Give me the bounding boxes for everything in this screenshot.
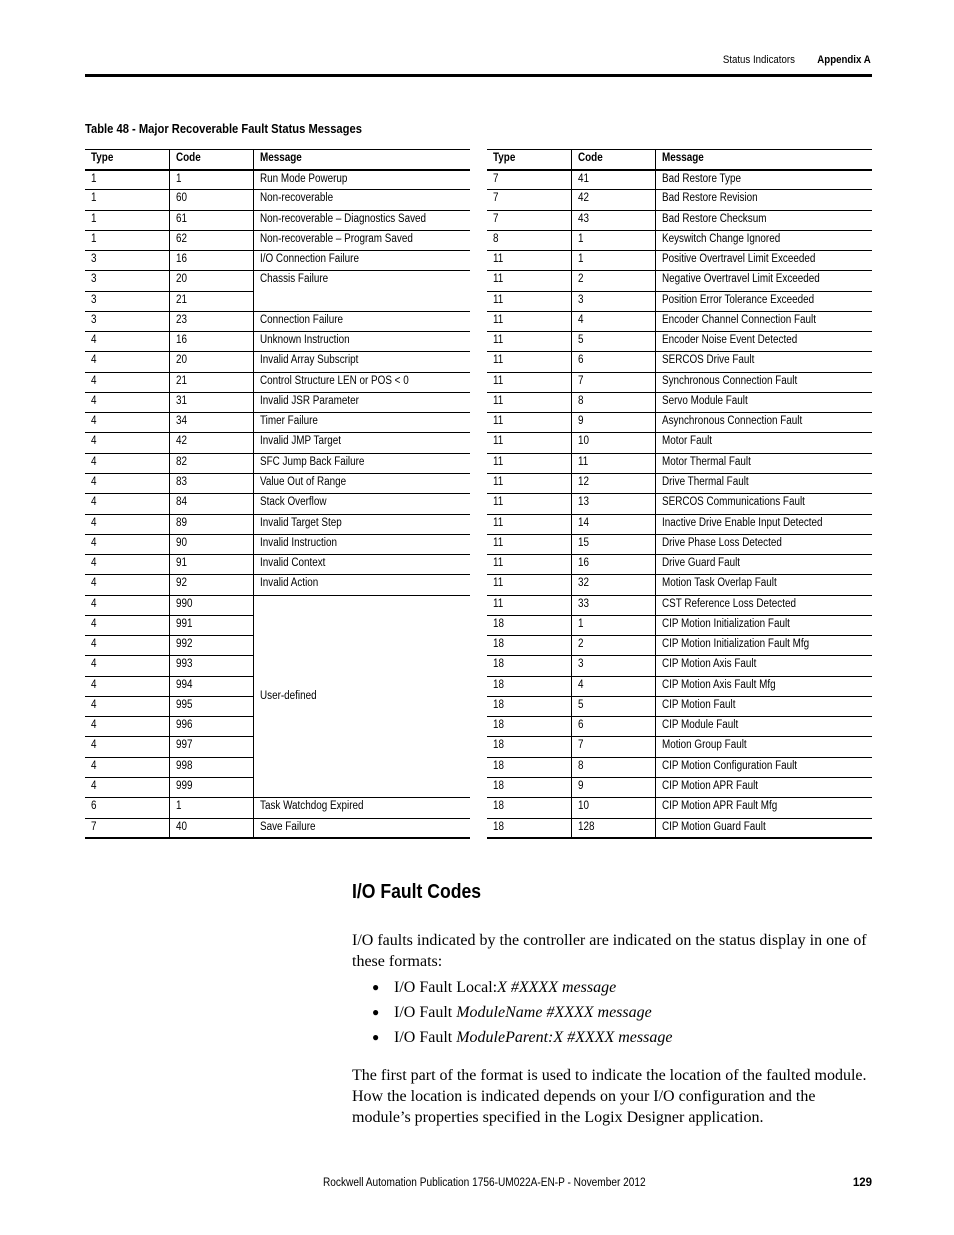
message-cell: CIP Motion Configuration Fault: [655, 757, 872, 777]
fault-table-left: [85, 149, 470, 839]
message-cell: Motor Fault: [655, 433, 872, 453]
table-row: [487, 251, 872, 271]
table-row: [85, 534, 470, 554]
message-cell: Invalid JSR Parameter: [253, 392, 470, 412]
type-cell: 11: [487, 555, 571, 575]
table-row: [487, 615, 872, 635]
code-cell: 41: [571, 170, 655, 190]
code-cell: 83: [169, 473, 253, 493]
message-cell: Asynchronous Connection Fault: [655, 413, 872, 433]
publication-info: Rockwell Automation Publication 1756-UM022A-EN-P - November 2012: [323, 1177, 646, 1189]
message-cell: SFC Jump Back Failure: [253, 453, 470, 473]
table-row: [85, 433, 470, 453]
type-cell: 11: [487, 453, 571, 473]
code-cell: 11: [571, 453, 655, 473]
message-cell: Drive Phase Loss Detected: [655, 534, 872, 554]
table-caption: Table 48 - Major Recoverable Fault Status Messages: [85, 121, 362, 136]
table-row: [85, 514, 470, 534]
message-cell: Invalid Target Step: [253, 514, 470, 534]
type-cell: 4: [85, 392, 169, 412]
type-cell: 11: [487, 494, 571, 514]
type-cell: 4: [85, 656, 169, 676]
message-cell: Invalid Array Subscript: [253, 352, 470, 372]
type-cell: 4: [85, 777, 169, 797]
message-cell: Connection Failure: [253, 311, 470, 331]
type-cell: 4: [85, 676, 169, 696]
code-cell: 90: [169, 534, 253, 554]
message-cell: Encoder Noise Event Detected: [655, 332, 872, 352]
code-cell: 10: [571, 798, 655, 818]
table-row: [85, 332, 470, 352]
message-cell: Drive Thermal Fault: [655, 473, 872, 493]
table-row: [487, 717, 872, 737]
type-cell: 4: [85, 413, 169, 433]
message-cell: Positive Overtravel Limit Exceeded: [655, 251, 872, 271]
closing-paragraph: The first part of the format is used to indicate the location of the faulted module. How the location is indicated depends on your I/O configuration and the module’s properties specified in the Logix Designer application.: [352, 1067, 867, 1126]
type-cell: 3: [85, 291, 169, 311]
code-cell: 13: [571, 494, 655, 514]
column-header-code: Code: [571, 150, 655, 170]
type-cell: 18: [487, 676, 571, 696]
message-cell: Servo Module Fault: [655, 392, 872, 412]
message-cell: User-defined: [253, 595, 470, 798]
type-cell: 11: [487, 332, 571, 352]
table-row: [487, 494, 872, 514]
table-row: [487, 291, 872, 311]
type-cell: 1: [85, 230, 169, 250]
message-cell: Synchronous Connection Fault: [655, 372, 872, 392]
table-row: [85, 555, 470, 575]
type-cell: 4: [85, 494, 169, 514]
table-row: [487, 413, 872, 433]
code-cell: 21: [169, 372, 253, 392]
table-row: [487, 352, 872, 372]
code-cell: 89: [169, 514, 253, 534]
code-cell: 9: [571, 777, 655, 797]
type-cell: 18: [487, 757, 571, 777]
code-cell: 16: [169, 332, 253, 352]
message-cell: Invalid JMP Target: [253, 433, 470, 453]
type-cell: 7: [85, 818, 169, 838]
list-item: ● I/O Fault ModuleParent:X #XXXX message: [372, 1025, 672, 1050]
intro-paragraph: I/O faults indicated by the controller are indicated on the status display in one of these formats:: [352, 932, 867, 970]
code-cell: 8: [571, 757, 655, 777]
code-cell: 997: [169, 737, 253, 757]
type-cell: 4: [85, 453, 169, 473]
message-cell: Non-recoverable – Diagnostics Saved: [253, 210, 470, 230]
type-cell: 11: [487, 534, 571, 554]
code-cell: 996: [169, 717, 253, 737]
code-cell: 3: [571, 291, 655, 311]
table-row: [487, 433, 872, 453]
code-cell: 990: [169, 595, 253, 615]
type-cell: 11: [487, 514, 571, 534]
message-cell: Run Mode Powerup: [253, 170, 470, 190]
table-row: [487, 696, 872, 716]
table-row: [487, 170, 872, 190]
code-cell: 16: [169, 251, 253, 271]
code-cell: 12: [571, 473, 655, 493]
message-cell: Negative Overtravel Limit Exceeded: [655, 271, 872, 291]
code-cell: 7: [571, 737, 655, 757]
code-cell: 5: [571, 696, 655, 716]
fault-table-right: [487, 149, 872, 839]
table-row: [85, 798, 470, 818]
code-cell: 31: [169, 392, 253, 412]
table-row: [85, 575, 470, 595]
type-cell: 4: [85, 737, 169, 757]
code-cell: 3: [571, 656, 655, 676]
message-cell: CIP Motion Initialization Fault Mfg: [655, 636, 872, 656]
table-row: [487, 473, 872, 493]
type-cell: 4: [85, 514, 169, 534]
code-cell: 4: [571, 311, 655, 331]
message-cell: Unknown Instruction: [253, 332, 470, 352]
type-cell: 4: [85, 372, 169, 392]
table-row: [487, 453, 872, 473]
type-cell: 18: [487, 615, 571, 635]
table-row: [85, 230, 470, 250]
message-cell: Invalid Action: [253, 575, 470, 595]
code-cell: 8: [571, 392, 655, 412]
bullet-icon: ●: [372, 980, 380, 994]
type-cell: 18: [487, 818, 571, 838]
message-cell: Invalid Context: [253, 555, 470, 575]
type-cell: 18: [487, 696, 571, 716]
message-cell: CIP Motion Axis Fault: [655, 656, 872, 676]
type-cell: 11: [487, 352, 571, 372]
code-cell: 42: [571, 190, 655, 210]
type-cell: 11: [487, 392, 571, 412]
code-cell: 7: [571, 372, 655, 392]
table-row: [85, 311, 470, 331]
list-item: ● I/O Fault Local:X #XXXX message: [372, 975, 672, 1000]
table-row: [85, 170, 470, 190]
table-row: [487, 392, 872, 412]
code-cell: 1: [169, 170, 253, 190]
code-cell: 1: [571, 230, 655, 250]
type-cell: 11: [487, 433, 571, 453]
type-cell: 18: [487, 777, 571, 797]
message-cell: Chassis Failure: [253, 271, 470, 312]
table-row: [85, 413, 470, 433]
type-cell: 4: [85, 717, 169, 737]
page-header: [85, 52, 871, 70]
table-row: [85, 392, 470, 412]
type-cell: 11: [487, 575, 571, 595]
table-row: [487, 595, 872, 615]
message-cell: Bad Restore Revision: [655, 190, 872, 210]
type-cell: 18: [487, 656, 571, 676]
code-cell: 2: [571, 271, 655, 291]
type-cell: 18: [487, 636, 571, 656]
code-cell: 20: [169, 352, 253, 372]
column-header-code: Code: [169, 150, 253, 170]
message-cell: CIP Motion APR Fault: [655, 777, 872, 797]
message-cell: Stack Overflow: [253, 494, 470, 514]
format-list: [372, 975, 672, 1050]
type-cell: 1: [85, 190, 169, 210]
table-header-row: [487, 150, 872, 170]
table-row: [487, 332, 872, 352]
type-cell: 11: [487, 413, 571, 433]
code-cell: 14: [571, 514, 655, 534]
column-header-message: Message: [253, 150, 470, 170]
code-cell: 991: [169, 615, 253, 635]
message-cell: CIP Motion Axis Fault Mfg: [655, 676, 872, 696]
code-cell: 42: [169, 433, 253, 453]
message-cell: CIP Module Fault: [655, 717, 872, 737]
header-rule: [85, 74, 872, 77]
table-row: [487, 271, 872, 291]
message-cell: Motion Group Fault: [655, 737, 872, 757]
table-row: [85, 818, 470, 838]
type-cell: 4: [85, 332, 169, 352]
table-row: [85, 473, 470, 493]
code-cell: 994: [169, 676, 253, 696]
type-cell: 4: [85, 534, 169, 554]
code-cell: 33: [571, 595, 655, 615]
code-cell: 998: [169, 757, 253, 777]
message-cell: Task Watchdog Expired: [253, 798, 470, 818]
code-cell: 1: [169, 798, 253, 818]
message-cell: SERCOS Communications Fault: [655, 494, 872, 514]
code-cell: 995: [169, 696, 253, 716]
code-cell: 62: [169, 230, 253, 250]
table-row: [85, 210, 470, 230]
type-cell: 4: [85, 555, 169, 575]
code-cell: 32: [571, 575, 655, 595]
type-cell: 11: [487, 271, 571, 291]
code-cell: 21: [169, 291, 253, 311]
code-cell: 1: [571, 615, 655, 635]
table-row: [85, 251, 470, 271]
type-cell: 1: [85, 210, 169, 230]
code-cell: 999: [169, 777, 253, 797]
code-cell: 23: [169, 311, 253, 331]
type-cell: 7: [487, 190, 571, 210]
message-cell: Motor Thermal Fault: [655, 453, 872, 473]
type-cell: 7: [487, 210, 571, 230]
table-row: [487, 190, 872, 210]
type-cell: 4: [85, 696, 169, 716]
type-cell: 11: [487, 291, 571, 311]
type-cell: 4: [85, 575, 169, 595]
table-row: [487, 311, 872, 331]
code-cell: 5: [571, 332, 655, 352]
message-cell: Save Failure: [253, 818, 470, 838]
table-row: [487, 555, 872, 575]
code-cell: 15: [571, 534, 655, 554]
message-cell: Keyswitch Change Ignored: [655, 230, 872, 250]
type-cell: 11: [487, 595, 571, 615]
code-cell: 34: [169, 413, 253, 433]
table-row: [85, 190, 470, 210]
table-row: [487, 230, 872, 250]
type-cell: 3: [85, 251, 169, 271]
message-cell: Timer Failure: [253, 413, 470, 433]
message-cell: Position Error Tolerance Exceeded: [655, 291, 872, 311]
message-cell: Bad Restore Checksum: [655, 210, 872, 230]
code-cell: 993: [169, 656, 253, 676]
table-row: [487, 534, 872, 554]
section-heading: I/O Fault Codes: [352, 881, 482, 903]
message-cell: Drive Guard Fault: [655, 555, 872, 575]
code-cell: 92: [169, 575, 253, 595]
code-cell: 43: [571, 210, 655, 230]
header-appendix-label: Appendix A: [817, 54, 871, 66]
table-row: [487, 798, 872, 818]
message-cell: Control Structure LEN or POS < 0: [253, 372, 470, 392]
table-row: [85, 595, 470, 615]
list-item: ● I/O Fault ModuleName #XXXX message: [372, 1000, 672, 1025]
table-row: [85, 494, 470, 514]
code-cell: 84: [169, 494, 253, 514]
table-row: [487, 656, 872, 676]
code-cell: 61: [169, 210, 253, 230]
message-cell: Motion Task Overlap Fault: [655, 575, 872, 595]
message-cell: CIP Motion APR Fault Mfg: [655, 798, 872, 818]
table-row: [487, 575, 872, 595]
type-cell: 18: [487, 798, 571, 818]
message-cell: Invalid Instruction: [253, 534, 470, 554]
bullet-icon: ●: [372, 1005, 380, 1019]
code-cell: 16: [571, 555, 655, 575]
table-row: [85, 352, 470, 372]
bullet-icon: ●: [372, 1030, 380, 1044]
message-cell: CST Reference Loss Detected: [655, 595, 872, 615]
message-cell: Encoder Channel Connection Fault: [655, 311, 872, 331]
type-cell: 4: [85, 595, 169, 615]
code-cell: 20: [169, 271, 253, 291]
type-cell: 8: [487, 230, 571, 250]
code-cell: 10: [571, 433, 655, 453]
table-row: [487, 757, 872, 777]
message-cell: CIP Motion Fault: [655, 696, 872, 716]
type-cell: 4: [85, 636, 169, 656]
column-header-message: Message: [655, 150, 872, 170]
table-row: [85, 453, 470, 473]
message-cell: Inactive Drive Enable Input Detected: [655, 514, 872, 534]
code-cell: 2: [571, 636, 655, 656]
message-cell: Value Out of Range: [253, 473, 470, 493]
type-cell: 18: [487, 717, 571, 737]
message-cell: SERCOS Drive Fault: [655, 352, 872, 372]
type-cell: 4: [85, 473, 169, 493]
type-cell: 18: [487, 737, 571, 757]
column-header-type: Type: [85, 150, 169, 170]
table-row: [85, 271, 470, 291]
code-cell: 82: [169, 453, 253, 473]
code-cell: 60: [169, 190, 253, 210]
type-cell: 4: [85, 615, 169, 635]
type-cell: 3: [85, 311, 169, 331]
type-cell: 3: [85, 271, 169, 291]
type-cell: 1: [85, 170, 169, 190]
type-cell: 11: [487, 473, 571, 493]
table-row: [487, 777, 872, 797]
table-row: [487, 372, 872, 392]
table-row: [487, 737, 872, 757]
column-header-type: Type: [487, 150, 571, 170]
code-cell: 9: [571, 413, 655, 433]
code-cell: 4: [571, 676, 655, 696]
code-cell: 91: [169, 555, 253, 575]
message-cell: Non-recoverable: [253, 190, 470, 210]
code-cell: 6: [571, 352, 655, 372]
code-cell: 40: [169, 818, 253, 838]
page-number: 129: [852, 1177, 872, 1189]
table-row: [487, 676, 872, 696]
code-cell: 992: [169, 636, 253, 656]
message-cell: CIP Motion Guard Fault: [655, 818, 872, 838]
type-cell: 6: [85, 798, 169, 818]
type-cell: 11: [487, 311, 571, 331]
type-cell: 11: [487, 372, 571, 392]
message-cell: CIP Motion Initialization Fault: [655, 615, 872, 635]
code-cell: 1: [571, 251, 655, 271]
table-row: [487, 210, 872, 230]
table-row: [487, 818, 872, 838]
type-cell: 4: [85, 352, 169, 372]
table-row: [85, 372, 470, 392]
type-cell: 4: [85, 757, 169, 777]
table-header-row: [85, 150, 470, 170]
type-cell: 11: [487, 251, 571, 271]
header-section-title: Status Indicators: [722, 54, 795, 66]
message-cell: Non-recoverable – Program Saved: [253, 230, 470, 250]
table-row: [487, 636, 872, 656]
page-footer: [85, 1177, 872, 1195]
message-cell: Bad Restore Type: [655, 170, 872, 190]
message-cell: I/O Connection Failure: [253, 251, 470, 271]
type-cell: 4: [85, 433, 169, 453]
code-cell: 128: [571, 818, 655, 838]
type-cell: 7: [487, 170, 571, 190]
code-cell: 6: [571, 717, 655, 737]
table-row: [487, 514, 872, 534]
